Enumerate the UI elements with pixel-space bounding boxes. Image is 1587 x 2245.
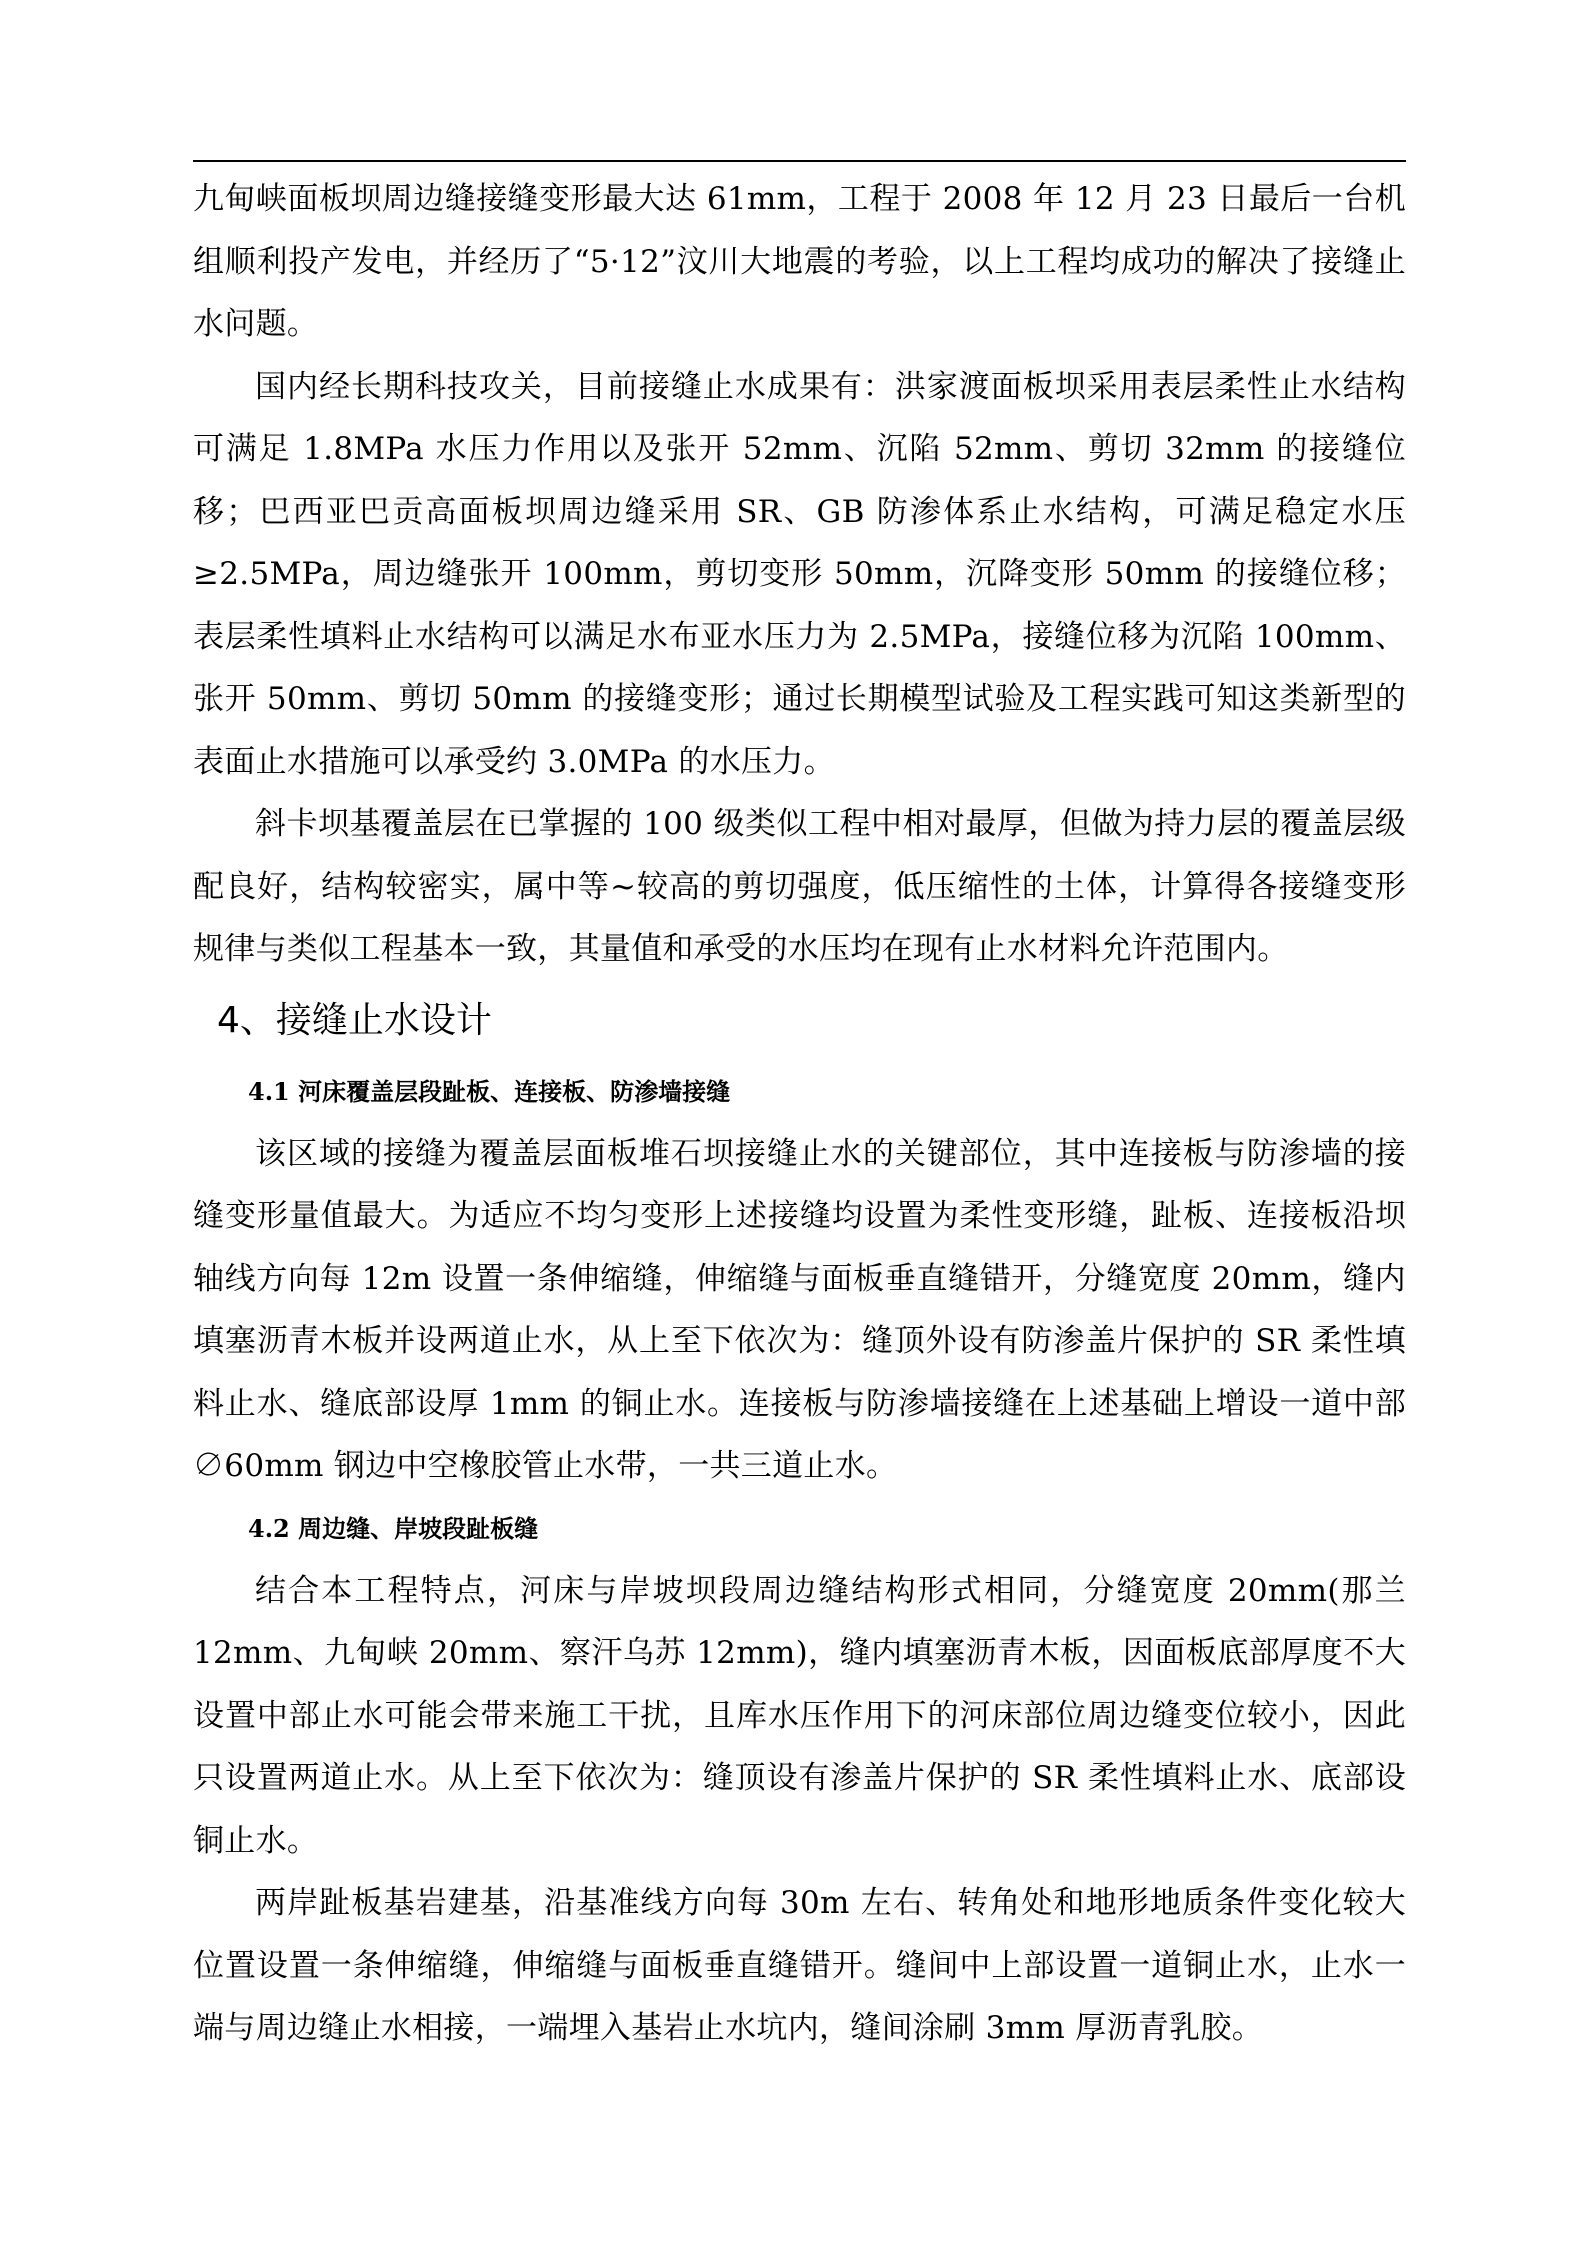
subsection-heading-4-1: 4.1 河床覆盖层段趾板、连接板、防渗墙接缝 — [248, 1076, 731, 1106]
page-body — [193, 168, 1406, 2060]
paragraph-joint-sealing-results: 国内经长期科技攻关，目前接缝止水成果有：洪家渡面板坝采用表层柔性止水结构可满足 1.8MPa 水压力作用以及张开 52mm、沉陷 52mm、剪切 32mm 的接缝位移；巴西亚巴贡高面板坝周边缝采用 SR、GB 防渗体系止水结构，可满足稳定水压≥2.5MPa，周边缝张开 100mm，剪切变形 50mm，沉降变形 50mm 的接缝位移；表层柔性填料止水结构可以满足水布亚水压力为 2.5MPa，接缝位移为沉陷 100mm、张开 50mm、剪切 50mm 的接缝变形；通过长期模型试验及工程实践可知这类新型的表面止水措施可以承受约 3.0MPa 的水压力。 — [193, 368, 1406, 780]
paragraph-xieka-overburden: 斜卡坝基覆盖层在已掌握的 100 级类似工程中相对最厚，但做为持力层的覆盖层级配良好，结构较密实，属中等~较高的剪切强度，低压缩性的土体，计算得各接缝变形规律与类似工程基本一致，其量值和承受的水压均在现有止水材料允许范围内。 — [193, 806, 1406, 967]
header-rule — [193, 160, 1406, 162]
subsection-heading-4-2: 4.2 周边缝、岸坡段趾板缝 — [248, 1513, 539, 1543]
paragraph-bank-plinth: 两岸趾板基岩建基，沿基准线方向每 30m 左右、转角处和地形地质条件变化较大位置设置一条伸缩缝，伸缩缝与面板垂直缝错开。缝间中上部设置一道铜止水，止水一端与周边缝止水相接，一端埋入基岩止水坑内，缝间涂刷 3mm 厚沥青乳胶。 — [193, 1885, 1406, 2046]
paragraph-continued: 九甸峡面板坝周边缝接缝变形最大达 61mm，工程于 2008 年 12 月 23 日最后一台机组顺利投产发电，并经历了“5·12”汶川大地震的考验，以上工程均成功的解决了接缝止水问题。 — [193, 181, 1406, 342]
paragraph-riverbed-joints: 该区域的接缝为覆盖层面板堆石坝接缝止水的关键部位，其中连接板与防渗墙的接缝变形量值最大。为适应不均匀变形上述接缝均设置为柔性变形缝，趾板、连接板沿坝轴线方向每 12m 设置一条伸缩缝，伸缩缝与面板垂直缝错开，分缝宽度 20mm，缝内填塞沥青木板并设两道止水，从上至下依次为：缝顶外设有防渗盖片保护的 SR 柔性填料止水、缝底部设厚 1mm 的铜止水。连接板与防渗墙接缝在上述基础上增设一道中部∅60mm 钢边中空橡胶管止水带，一共三道止水。 — [193, 1135, 1407, 1484]
paragraph-perimeter-joint: 结合本工程特点，河床与岸坡坝段周边缝结构形式相同，分缝宽度 20mm(那兰 12mm、九甸峡 20mm、察汗乌苏 12mm)，缝内填塞沥青木板，因面板底部厚度不大设置中部止水可能会带来施工干扰，且库水压作用下的河床部位周边缝变位较小，因此只设置两道止水。从上至下依次为：缝顶设有渗盖片保护的 SR 柔性填料止水、底部设铜止水。 — [193, 1572, 1406, 1859]
section-heading-4: 4、接缝止水设计 — [217, 999, 492, 1041]
